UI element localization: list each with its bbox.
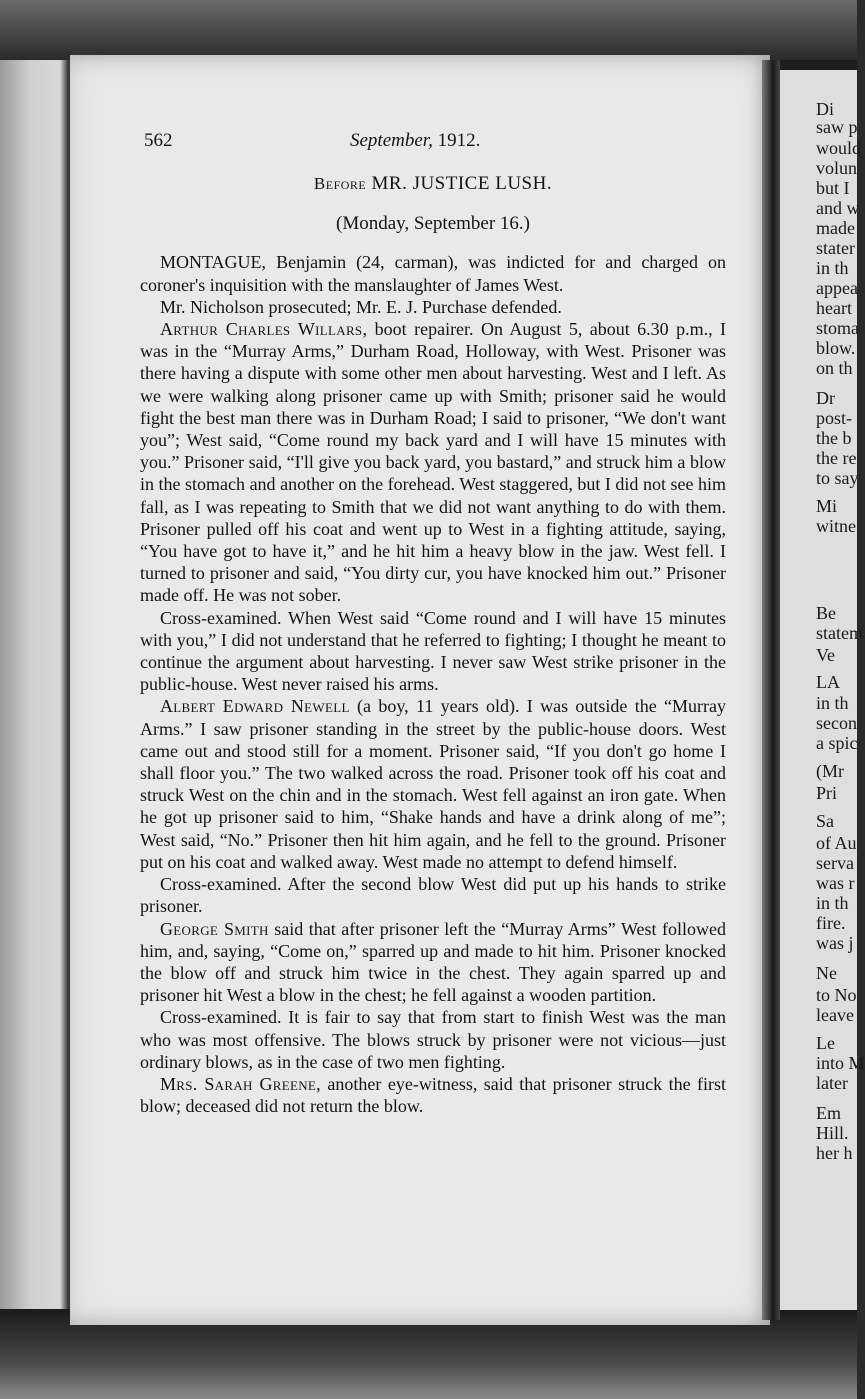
facing-page-fragment: of Au [816,833,857,853]
facing-page-fragment: in th [816,693,849,713]
facing-page-fragment: volun [816,158,858,178]
scan-top-edge [0,0,857,60]
facing-page-fragment: secon [816,713,857,733]
facing-page-fragment: Sa [816,811,834,831]
facing-page-fragment: to say [816,468,859,488]
page-content [140,130,726,1117]
witness-evidence [140,695,726,873]
facing-page-fragment: but I [816,178,850,198]
facing-page-fragment: into M [816,1053,865,1073]
counsel-paragraph: Mr. Nicholson prosecuted; Mr. E. J. Purchase defended. [160,296,562,317]
court-prefix: Before [313,174,367,193]
book-page-right-fragment [780,70,865,1310]
facing-page-fragment: appea [816,278,858,298]
facing-page-fragment: heart [816,298,852,318]
facing-page-fragment: her h [816,1143,853,1163]
facing-page-fragment: made [816,218,855,238]
sitting-date: (Monday, September 16.) [336,213,530,235]
witness-evidence [140,318,726,607]
facing-page-fragment: in th [816,893,849,913]
page-number: 562 [144,130,173,151]
witness-name: George Smith [160,918,269,939]
facing-page-fragment: Mi [816,496,838,516]
court-judge: MR. JUSTICE LUSH. [371,173,553,194]
facing-page-fragment: stater [816,238,855,258]
cross-examination: Cross-examined. It is fair to say that from start to finish West was the man who was most offensive. The blows struck by prisoner were not vicious—just ordinary blows, as in the case of two men fighting. [140,1007,726,1072]
facing-page-fragment: (Mr [816,761,844,781]
facing-page-fragment: saw p [816,117,858,137]
facing-page-fragment: statem [816,623,863,643]
witness-testimony: said that after prisoner left the “Murray Arms” West followed him, and, saying, “Come on,” sparred up and made to hit him. Prisoner knocked the blow off and struck him twice in the chest. They again sparred up and prisoner hit West a blow in the chest; he fell against a wooden partition. [140,918,727,1006]
facing-page-fragment: Le [816,1033,835,1053]
defendant-name: MONTAGUE, [160,252,267,273]
facing-page-fragment: Hill. [816,1123,849,1143]
running-head-month: September, [350,130,433,151]
facing-page-fragment: serva [816,853,854,873]
court-heading [140,173,726,195]
facing-page-fragment: a spic [816,733,858,753]
facing-page-fragment: LA [816,672,840,692]
witness-testimony: (a boy, 11 years old). I was outside the “Murray Arms.” I saw prisoner standing in the street by the public-house doors. West came out and stood still for a moment. Prisoner said, “If you don't go home I shall floor you.” The two walked across the road. Prisoner took off his coat and struck West on the chin and in the stomach. West fell against an iron gate. When he got up prisoner said to him, “Shake hands and have a drink along of me”; West said, “No.” Prisoner then hit him again, and he fell to the ground. Prisoner put on his coat and walked away. West made no attempt to defend himself. [140,696,726,872]
case-paragraph [140,251,726,295]
facing-page-fragment: was j [816,933,854,953]
facing-page-fragment: the re [816,448,857,468]
book-gutter [762,60,780,1320]
witness-testimony: boot repairer. On August 5, about 6.30 p.m., I was in the “Murray Arms,” Durham Road, Holloway, with West. Prisoner was there having a dispute with some other men about harvesting. West and I left. As we were walking along prisoner came up with Smith; prisoner said he would fight the best man there was in Durham Road; I said to prisoner, “We don't want you”; West said, “Come round my back yard and I will have 15 minutes with you.” Prisoner said, “I'll give you back yard, you bastard,” and struck him a blow in the stomach and another on the forehead. West staggered, but I did not see him fall, as I was repeating to Smith that we did not want anything to do with them. Prisoner pulled off his coat and went up to West in a fighting attitude, saying, “You have got to have it,” and he hit him a heavy blow in the jaw. West fell. I turned to prisoner and said, “You dirty cur, you have knocked him out.” Prisoner made off. He was not sober. [140,319,726,606]
facing-page-fragment: Pri [816,783,838,803]
charge-text: Benjamin (24, carman), was indicted for and charged on coroner's inquisition with the manslaughter of James West. [140,252,726,295]
witness-evidence [140,1073,726,1117]
facing-page-fragment: in th [816,258,849,278]
facing-page-fragment: to No [816,985,857,1005]
facing-page-fragment: the b [816,428,852,448]
facing-page-fragment: blow. [816,338,856,358]
facing-page-fragment: witne [816,516,856,536]
facing-page-fragment: stoma [816,318,859,338]
facing-page-fragment: was r [816,873,855,893]
facing-page-fragment: would [816,138,861,158]
witness-evidence [140,918,726,1007]
facing-page-fragment: post- [816,408,852,428]
facing-page-fragment: leave [816,1005,854,1025]
running-head [350,130,480,152]
facing-page-fragment: Em [816,1103,841,1123]
witness-name: Mrs. Sarah Greene, [160,1073,321,1094]
facing-page-fragment: fire. [816,913,846,933]
facing-page-fragment: Be [816,603,836,623]
witness-testimony: another eye-witness, said that prisoner struck the first blow; deceased did not return the blow. [140,1073,727,1117]
page-header [140,130,726,160]
facing-page-fragment: and w [816,198,860,218]
cross-examination: Cross-examined. After the second blow West did put up his hands to strike prisoner. [140,874,726,917]
witness-name: Albert Edward Newell [160,696,350,717]
facing-page-fragment: on th [816,358,853,378]
cross-examination: Cross-examined. When West said “Come round and I will have 15 minutes with you,” I did not understand that he referred to fighting; I thought he meant to continue the argument about harvesting. I never saw West strike prisoner in the public-house. West never raised his arms. [140,607,726,695]
facing-page-fragment: Ve [816,645,835,665]
facing-page-fragment: later [816,1073,848,1093]
facing-page-fragment: Di [816,99,834,119]
facing-page-fragment: Ne [816,963,837,983]
witness-name: Arthur Charles Willars, [160,319,368,340]
facing-page-fragment: Dr [816,388,835,408]
running-head-year: 1912. [437,130,481,151]
